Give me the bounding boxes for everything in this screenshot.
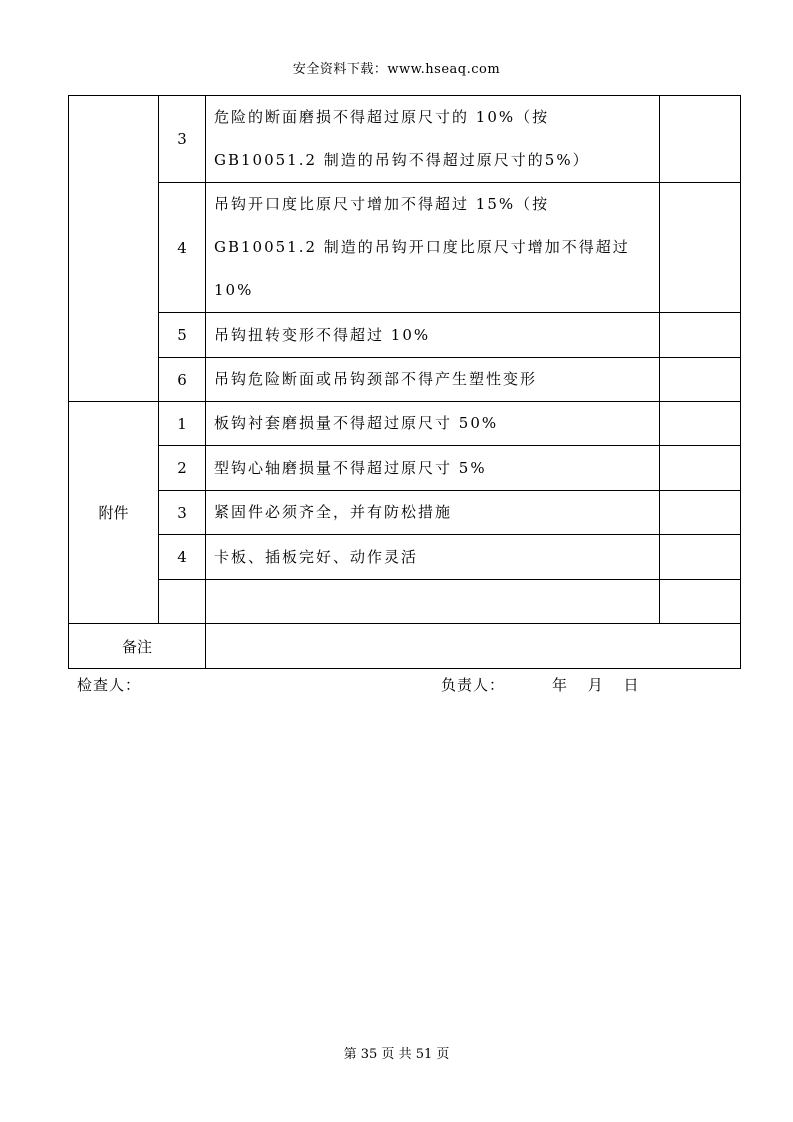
page-header: 安全资料下载：www.hseaq.com	[292, 62, 501, 77]
table-row	[69, 358, 741, 402]
item-description	[206, 313, 660, 358]
item-number: 5	[159, 313, 206, 358]
item-description: 卡板、插板完好、动作灵活	[206, 535, 660, 580]
item-description	[206, 358, 660, 402]
result-cell[interactable]	[660, 402, 741, 446]
table-row	[69, 313, 741, 358]
inspection-table	[68, 95, 741, 669]
table-row	[69, 535, 741, 580]
remarks-row	[69, 624, 741, 669]
table-row	[69, 491, 741, 535]
page-number: 第 35 页 共 51 页	[343, 1047, 450, 1062]
result-cell[interactable]	[660, 446, 741, 491]
item-description	[206, 183, 660, 313]
inspector-label: 检查人：	[77, 676, 142, 694]
item-number: 2	[159, 446, 206, 491]
item-number	[159, 580, 206, 624]
table-row	[69, 402, 741, 446]
description-line: 吊钩危险断面或吊钩颈部不得产生塑性变形	[214, 370, 538, 388]
item-number: 4	[159, 183, 206, 313]
description-line: GB10051.2 制造的吊钩开口度比原尺寸增加不得超过	[214, 238, 630, 256]
item-description	[206, 580, 660, 624]
date-label: 年 月 日	[552, 676, 640, 694]
item-number: 1	[159, 402, 206, 446]
item-description: 紧固件必须齐全，并有防松措施	[206, 491, 660, 535]
result-cell[interactable]	[660, 491, 741, 535]
result-cell[interactable]	[660, 183, 741, 313]
category-cell-attachment: 附件	[69, 402, 159, 624]
item-number: 3	[159, 491, 206, 535]
description-line: 吊钩扭转变形不得超过 10%	[214, 325, 431, 344]
description-line: 10%	[214, 281, 254, 299]
item-description: 型钩心轴磨损量不得超过原尺寸 5%	[206, 446, 660, 491]
remarks-label: 备注	[69, 624, 206, 669]
item-number: 3	[159, 96, 206, 183]
table-row	[69, 96, 741, 183]
result-cell[interactable]	[660, 580, 741, 624]
result-cell[interactable]	[660, 535, 741, 580]
category-cell-hook	[69, 96, 159, 402]
description-line: 危险的断面磨损不得超过原尺寸的 10%（按	[214, 108, 550, 126]
table-row	[69, 183, 741, 313]
item-number: 6	[159, 358, 206, 402]
description-line: 吊钩开口度比原尺寸增加不得超过 15%（按	[214, 195, 550, 213]
result-cell[interactable]	[660, 313, 741, 358]
result-cell[interactable]	[660, 96, 741, 183]
result-cell[interactable]	[660, 358, 741, 402]
table-row	[69, 580, 741, 624]
remarks-input[interactable]	[206, 624, 741, 669]
item-description	[206, 96, 660, 183]
responsible-label: 负责人：	[441, 676, 506, 694]
table-row	[69, 446, 741, 491]
item-description: 板钩衬套磨损量不得超过原尺寸 50%	[206, 402, 660, 446]
item-number: 4	[159, 535, 206, 580]
description-line: GB10051.2 制造的吊钩不得超过原尺寸的5%）	[214, 151, 590, 169]
